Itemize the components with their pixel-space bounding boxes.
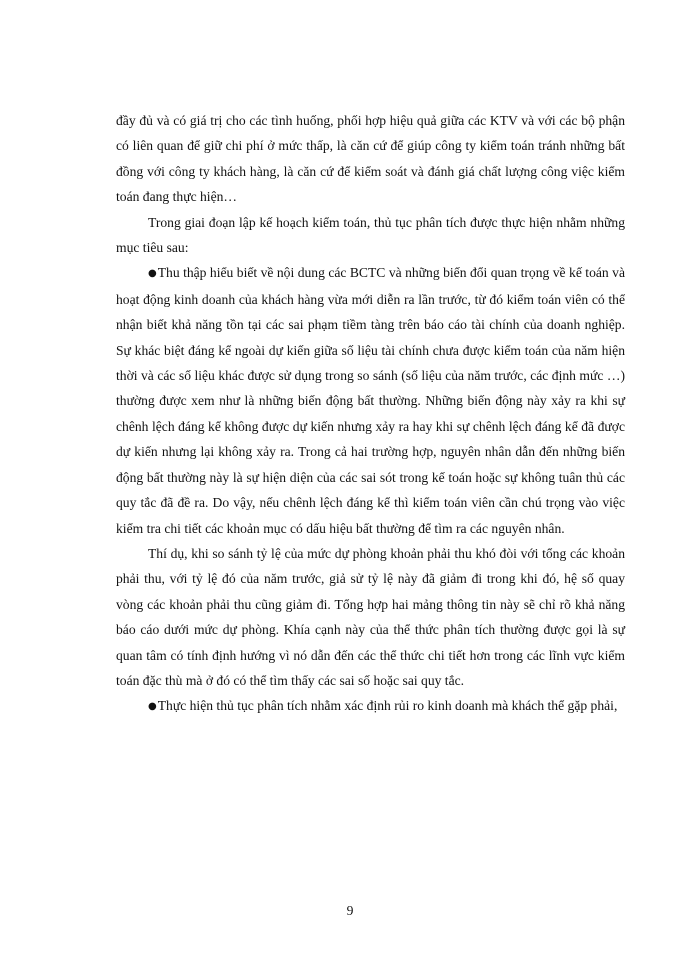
- page-number: 9: [346, 903, 354, 918]
- bullet-paragraph-2: [116, 693, 625, 719]
- bullet-paragraph-1-text: Thu thập hiểu biết về nội dung các BCTC và những biến đổi quan trọng về kế toán và hoạt động kinh doanh của khách hàng vừa mới diễn ra lần trước, từ đó kiểm toán viên có thể nhận biết khả năng tồn tại các sai phạm tiềm tàng trên báo cáo tài chính của doanh nghiệp. Sự khác biệt đáng kể ngoài dự kiến giữa số liệu tài chính chưa được kiểm toán của năm hiện thời và các số liệu khác được sử dụng trong so sánh (số liệu của năm trước, các định mức …) thường được xem như là những biến động bất thường. Những biến động này xảy ra khi sự chênh lệch đáng kể không được dự kiến nhưng xảy ra hay khi sự chênh lệch đáng kể đã được dự kiến nhưng lại không xảy ra. Trong cả hai trường hợp, nguyên nhân dẫn đến những biến động bất thường này là sự hiện diện của các sai sót trong kế toán hoặc sự không tuân thủ các quy tắc đã đề ra. Do vậy, nếu chênh lệch đáng kể thì kiểm toán viên cần chú trọng vào việc kiểm tra chi tiết các khoản mục có dấu hiệu bất thường để tìm ra các nguyên nhân.: [116, 265, 625, 536]
- paragraph-3: Thí dụ, khi so sánh tỷ lệ của mức dự phòng khoản phải thu khó đòi với tổng các khoản phải thu, với tỷ lệ đó của năm trước, giả sử tỷ lệ này đã giảm đi trong khi đó, hệ số quay vòng các khoản phải thu cũng giảm đi. Tổng hợp hai mảng thông tin này sẽ chỉ rõ khả năng báo cáo dưới mức dự phòng. Khía cạnh này của thể thức phân tích thường được gọi là sự quan tâm có tính định hướng vì nó dẫn đến các thể thức chi tiết hơn trong các lĩnh vực kiểm toán đặc thù mà ở đó có thể tìm thấy các sai số hoặc sai quy tắc.: [116, 545, 625, 688]
- document-body: [116, 108, 625, 720]
- bullet-icon: ●: [148, 701, 157, 713]
- bullet-paragraph-2-text: Thực hiện thủ tục phân tích nhằm xác định rủi ro kinh doanh mà khách thể gặp phải,: [157, 698, 618, 714]
- bullet-icon: ●: [148, 268, 157, 280]
- paragraph-1: đầy đủ và có giá trị cho các tình huống, phối hợp hiệu quả giữa các KTV và với các bộ phận có liên quan để giữ chi phí ở mức thấp, là căn cứ để giúp công ty kiểm toán tránh những bất đồng với công ty khách hàng, là căn cứ để kiểm soát và đánh giá chất lượng công việc kiểm toán đang thực hiện…: [116, 113, 625, 205]
- bullet-paragraph-1: [116, 260, 625, 540]
- paragraph-2: Trong giai đoạn lập kế hoạch kiểm toán, thủ tục phân tích được thực hiện nhằm những mục tiêu sau:: [116, 214, 625, 256]
